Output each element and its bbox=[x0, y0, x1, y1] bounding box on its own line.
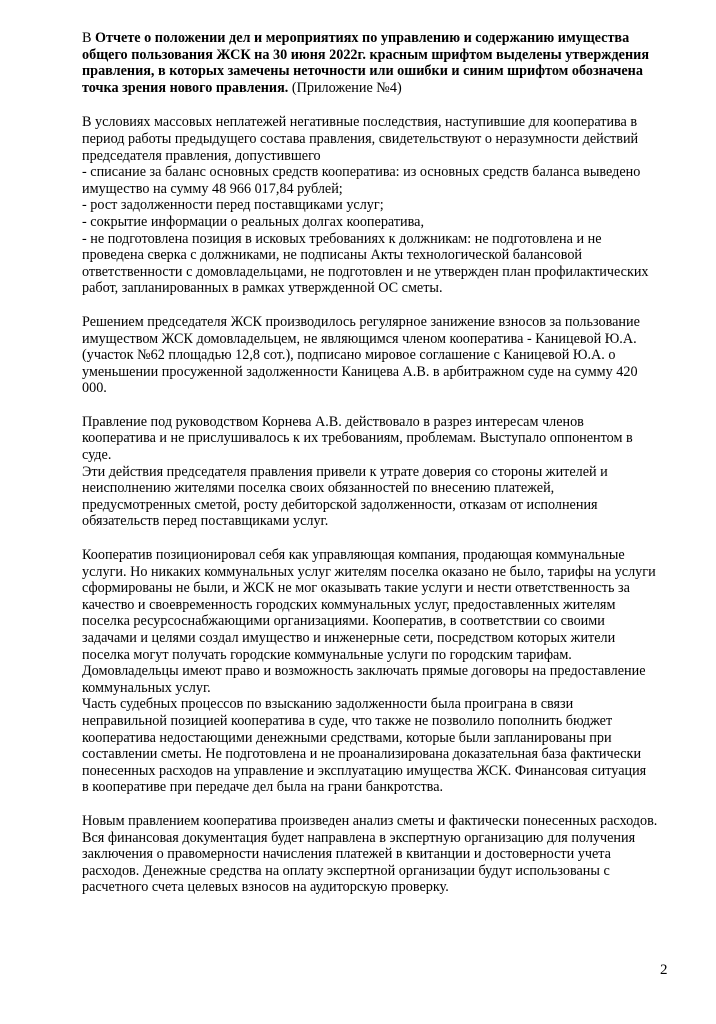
text-line: Новым правлением кооператива произведен анализ сметы и фактически понесенных расходов. bbox=[82, 812, 658, 829]
text-line: задачами и целями создал имущество и инженерные сети, посредством которых жители bbox=[82, 630, 616, 646]
paragraph-5 bbox=[82, 813, 674, 896]
text-line: составлении сметы. Не подготовлена и не проанализирована доказательная база фактически bbox=[82, 746, 642, 763]
text-line: коммунальных услуг. bbox=[82, 679, 211, 696]
text-line: сформированы не были, и ЖСК не мог оказывать такие услуги и нести ответственность за bbox=[82, 580, 630, 597]
text-line: работ, запланированных в рамках утвержденной ОС сметы. bbox=[82, 280, 443, 297]
text-line: неисполнению жителями поселка своих обязанностей по внесению платежей, bbox=[82, 480, 555, 497]
text-line: понесенных расходов на управление и эксплуатацию имущества ЖСК. Финансовая ситуация bbox=[82, 762, 647, 779]
text-line: председателя правления, допустившего bbox=[82, 147, 321, 164]
intro-suffix: (Приложение №4) bbox=[288, 79, 402, 96]
text-line: услуги. Но никаких коммунальных услуг жителям поселка оказано не было, тарифы на услуги bbox=[82, 563, 656, 580]
text-line: имуществом ЖСК домовладельцем, не являющимся членом кооператива - Каницевой Ю.А. bbox=[82, 330, 637, 347]
intro-bold-line: Отчете о положении дел и мероприятиях по управлению и содержанию имущества bbox=[95, 30, 630, 46]
text-line: уменьшении просуженной задолженности Каницева А.В. в арбитражном суде на сумму 420 bbox=[82, 363, 638, 380]
text-line: период работы предыдущего состава правления, свидетельствуют о неразумности действий bbox=[82, 130, 639, 147]
text-line: - не подготовлена позиция в исковых требованиях к должникам: не подготовлена и не bbox=[82, 230, 602, 247]
intro-bold-line: точка зрения нового правления. bbox=[82, 79, 289, 96]
text-line: кооператива и не прислушивалось к их требованиям, проблемам. Выступало оппонентом в bbox=[82, 430, 633, 447]
text-line: Эти действия председателя правления привели к утрате доверия со стороны жителей и bbox=[82, 463, 608, 480]
text-line: - сокрытие информации о реальных долгах кооператива, bbox=[82, 213, 424, 230]
intro-bold-line: общего пользования ЖСК на 30 июня 2022г. красным шрифтом выделены утверждения bbox=[82, 46, 650, 63]
text-line: поселка могут получать городские коммунальные услуги по городским тарифам. bbox=[82, 646, 572, 663]
text-line: качество и своевременность городских коммунальных услуг, предоставленных жителям bbox=[82, 596, 616, 613]
text-line: предусмотренных сметой, росту дебиторской задолженности, отказам от исполнения bbox=[82, 496, 598, 513]
text-line: суде. bbox=[82, 447, 112, 464]
intro-lead: В bbox=[82, 30, 96, 46]
text-line: ответственности с домовладельцами, не подготовлен и не утвержден план профилактических bbox=[82, 263, 649, 280]
text-line: заключения о правомерности начисления платежей в квитанции и достоверности учета bbox=[82, 846, 611, 863]
page-number: 2 bbox=[660, 962, 668, 978]
text-line: в кооперативе при передаче дел была на грани банкротства. bbox=[82, 779, 444, 796]
intro-paragraph bbox=[82, 30, 674, 96]
text-line: поселка ресурсоснабжающими организациями. Кооператив, в соответствии со своими bbox=[82, 613, 605, 630]
text-line: расчетного счета целевых взносов на аудиторскую проверку. bbox=[82, 879, 449, 896]
text-line: 000. bbox=[82, 380, 107, 397]
text-line: (участок №62 площадью 12,8 сот.), подписано мировое соглашение с Каницевой Ю.А. о bbox=[82, 347, 616, 364]
text-line: имущество на сумму 48 966 017,84 рублей; bbox=[82, 180, 343, 197]
paragraph-3 bbox=[82, 414, 674, 530]
text-line: кооператива недостающими денежными средствами, которые были запланированы при bbox=[82, 729, 612, 746]
text-line: - списание за баланс основных средств кооператива: из основных средств баланса выведено bbox=[82, 164, 641, 181]
text-line: Решением председателя ЖСК производилось регулярное занижение взносов за пользование bbox=[82, 313, 640, 330]
intro-bold-line: правления, в которых замечены неточности или ошибки и синим шрифтом обозначена bbox=[82, 63, 643, 80]
text-line: расходов. Денежные средства на оплату экспертной организации будут использованы с bbox=[82, 862, 610, 879]
paragraph-1 bbox=[82, 114, 674, 297]
text-line: Домовладельцы имеют право и возможность заключать прямые договоры на предоставление bbox=[82, 663, 646, 680]
text-line: обязательств перед поставщиками услуг. bbox=[82, 513, 329, 530]
paragraph-2 bbox=[82, 314, 674, 397]
paragraph-4 bbox=[82, 547, 674, 796]
text-line: Часть судебных процессов по взысканию задолженности была проиграна в связи bbox=[82, 696, 574, 713]
text-line: проведена сверка с должниками, не подписаны Акты технологической балансовой bbox=[82, 247, 583, 264]
text-line: - рост задолженности перед поставщиками услуг; bbox=[82, 197, 384, 214]
text-line: Кооператив позиционировал себя как управляющая компания, продающая коммунальные bbox=[82, 547, 625, 564]
text-line: неправильной позицией кооператива в суде, что также не позволило пополнить бюджет bbox=[82, 712, 613, 729]
document-body bbox=[82, 30, 674, 913]
text-line: Вся финансовая документация будет направлена в экспертную организацию для получения bbox=[82, 829, 636, 846]
text-line: В условиях массовых неплатежей негативные последствия, наступившие для кооператива в bbox=[82, 114, 638, 131]
text-line: Правление под руководством Корнева А.В. действовало в разрез интересам членов bbox=[82, 413, 584, 430]
intro-line-4 bbox=[82, 80, 674, 97]
intro-line-1 bbox=[82, 30, 674, 47]
